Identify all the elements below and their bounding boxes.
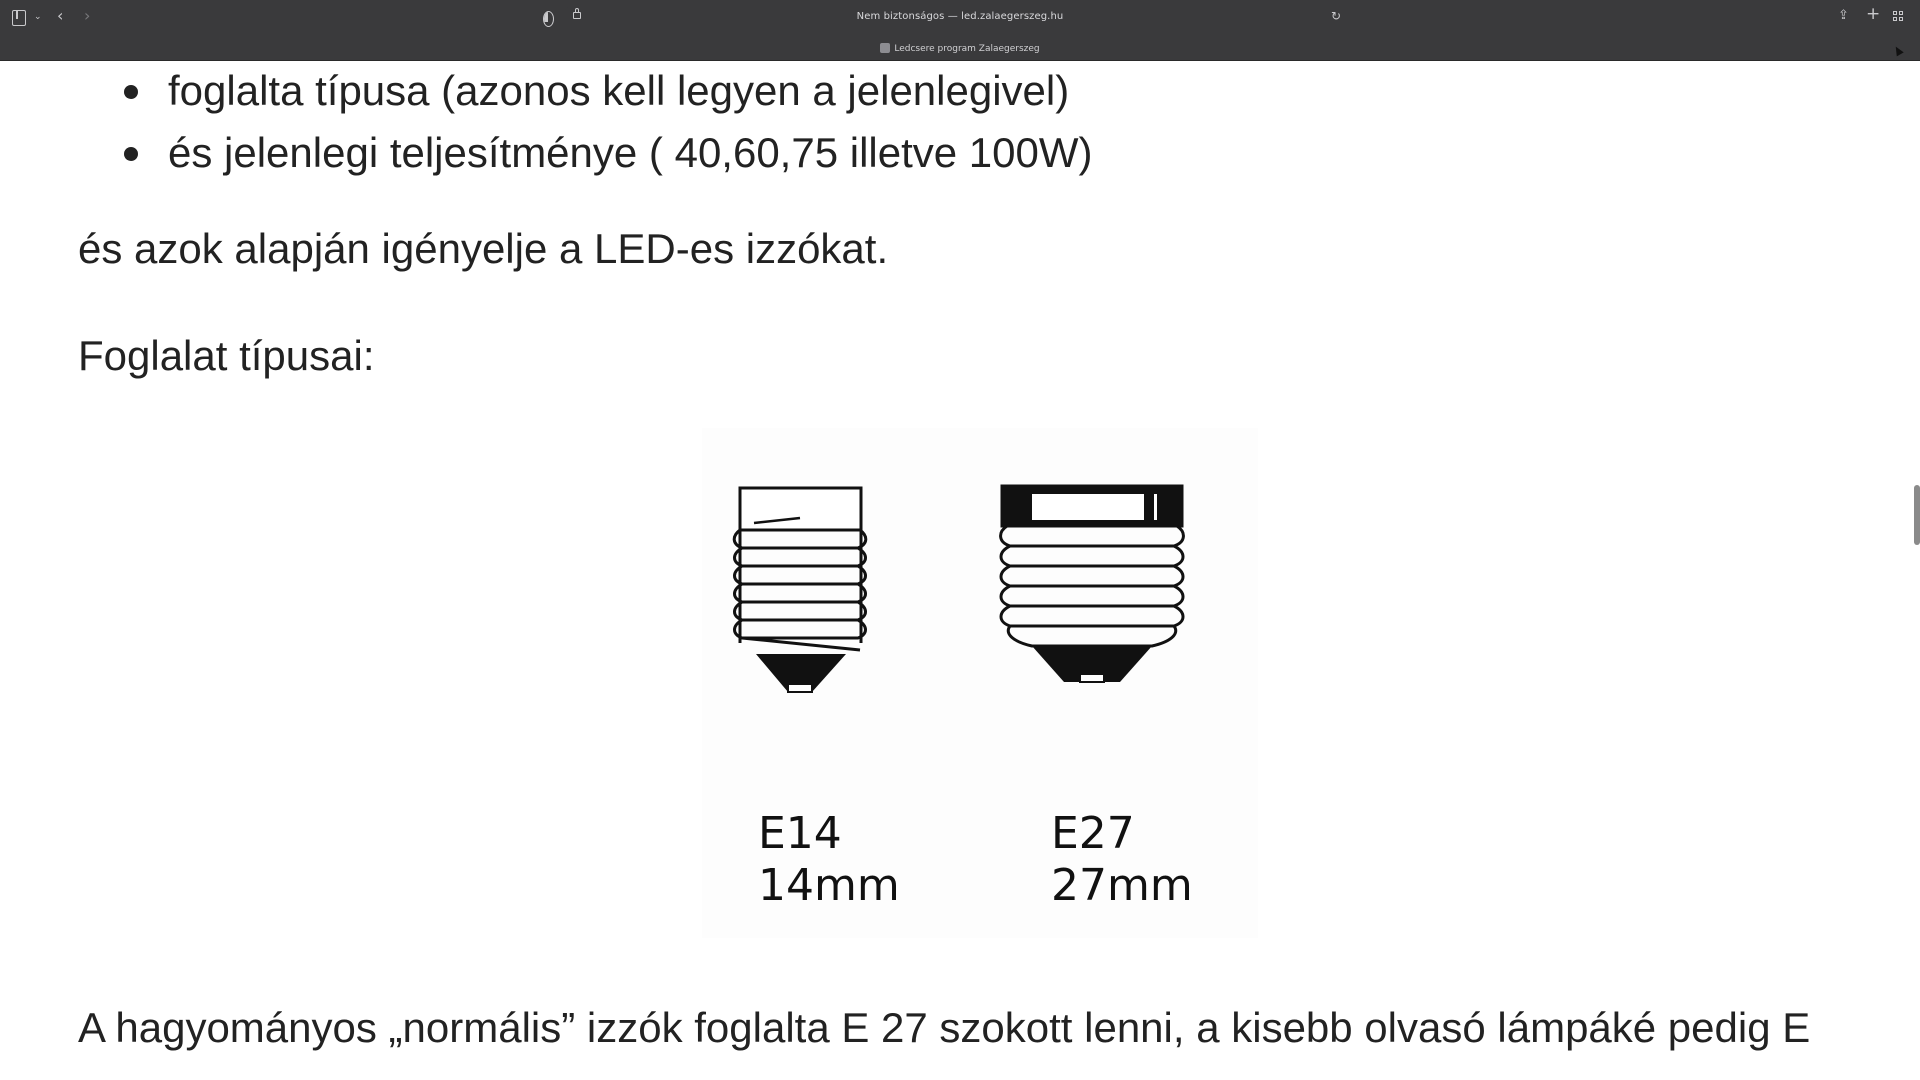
- e14-socket-drawing: [734, 488, 866, 650]
- e14-label: E14: [758, 808, 842, 859]
- chevron-down-icon[interactable]: ⌄: [34, 12, 42, 22]
- tab-title: Ledcsere program Zalaegerszeg: [894, 44, 1040, 54]
- tab-strip: [0, 40, 1920, 60]
- browser-toolbar: [0, 0, 1920, 61]
- socket-types-heading: Foglalat típusai:: [78, 332, 375, 379]
- forward-button[interactable]: ›: [84, 6, 91, 25]
- e27-label: E27: [1051, 808, 1135, 859]
- bullet-list: [120, 60, 1093, 184]
- bullet-icon: [124, 147, 138, 161]
- request-paragraph: és azok alapján igényelje a LED-es izzókat.: [78, 225, 889, 272]
- e27-size-label: 27mm: [1051, 860, 1193, 911]
- bullet-icon: [124, 85, 138, 99]
- e14-size-label: 14mm: [758, 860, 900, 911]
- address-text: Nem biztonságos — led.zalaegerszeg.hu: [856, 11, 1064, 22]
- socket-types-image: [702, 428, 1258, 938]
- list-item-text: foglalta típusa (azonos kell legyen a jelenlegivel): [168, 67, 1070, 114]
- address-bar[interactable]: [565, 6, 1355, 28]
- reload-icon[interactable]: ↻: [1330, 9, 1341, 23]
- tab-active[interactable]: [0, 43, 1920, 54]
- page-content: [0, 60, 1920, 1080]
- list-item-text: és jelenlegi teljesítménye ( 40,60,75 illetve 100W): [168, 129, 1093, 176]
- tab-overview-icon[interactable]: [1893, 11, 1904, 27]
- scrollbar-thumb[interactable]: [1914, 485, 1920, 545]
- privacy-report-icon[interactable]: [543, 11, 554, 27]
- share-icon[interactable]: ⇪: [1838, 8, 1849, 23]
- list-item: [120, 122, 1093, 184]
- e27-socket-drawing: [1001, 486, 1184, 646]
- bottom-paragraph: A hagyományos „normális” izzók foglalta E 27 szokott lenni, a kisebb olvasó lámpáké pedig E: [78, 1004, 1811, 1051]
- favicon-icon: [880, 43, 890, 53]
- list-item: [120, 60, 1093, 122]
- new-tab-button[interactable]: +: [1866, 4, 1881, 24]
- sidebar-icon[interactable]: [12, 10, 26, 26]
- back-button[interactable]: ‹: [57, 6, 64, 25]
